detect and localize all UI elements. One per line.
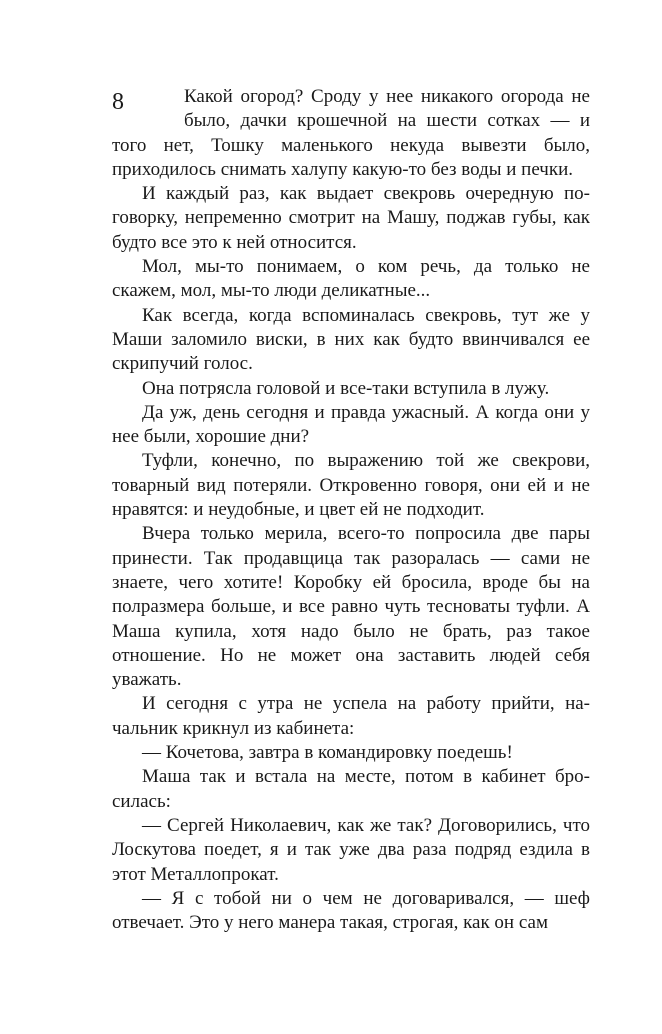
paragraph-8: Вчера только мерила, всего-то попросила две пары принести. Так продавщица так разоралась — сами не знаете, чего хотите! Коробку ей бросила, вроде бы на полразмера больше, и все равно чуть тесноваты туфли. А Маша купила, хотя надо было не брать, раз такое отношение. Но не может она заставить людей себя уважать. — [112, 523, 590, 691]
page-body — [112, 85, 590, 935]
paragraph-3: Мол, мы-то понимаем, о ком речь, да только не скажем, мол, мы-то люди деликатные... — [112, 256, 590, 302]
paragraph-6: Да уж, день сегодня и правда ужасный. А когда они у нее были, хорошие дни? — [112, 401, 590, 448]
paragraph-11: Маша так и встала на месте, потом в кабинет бросилась: — [112, 766, 590, 812]
paragraph-10: — Кочетова, завтра в командировку поедешь! — [142, 742, 513, 764]
paragraph-5: Она потрясла головой и все-таки вступила в лужу. — [142, 377, 550, 399]
paragraph-1 — [112, 85, 590, 182]
paragraph-7: Туфли, конечно, по выражению той же свекрови, товарный вид потеряли. Откровенно говоря, они ей и не нравятся: и неудобные, и цвет ей не подходит. — [112, 450, 590, 521]
paragraph-1-text: Какой огород? Сроду у нее никакого огорода не было, дачки крошечной на шести сотках — и того нет, Тошку маленького некуда вывезти было, приходилось снимать халупу какую-то без воды и печки. — [112, 86, 590, 180]
paragraph-9: И сегодня с утра не успела на работу прийти, начальник крикнул из кабинета: — [112, 693, 590, 739]
page-number-spacer — [112, 85, 184, 131]
page-number: 8 — [112, 89, 124, 115]
paragraph-13: — Я с тобой ни о чем не договаривался, — шеф отвечает. Это у него манера такая, строгая, как он сам — [112, 887, 590, 934]
paragraph-4: Как всегда, когда вспоминалась свекровь, тут же у Маши заломило виски, в них как будто ввинчивался ее скрипучий голос. — [112, 304, 590, 375]
paragraph-2: И каждый раз, как выдает свекровь очередную поговорку, непременно смотрит на Машу, поджав губы, как будто все это к ней относится. — [112, 183, 590, 253]
paragraph-12: — Сергей Николаевич, как же так? Договорились, что Лоскутова поедет, я и так уже два раза подряд ездила в этот Металлопрокат. — [112, 814, 590, 885]
